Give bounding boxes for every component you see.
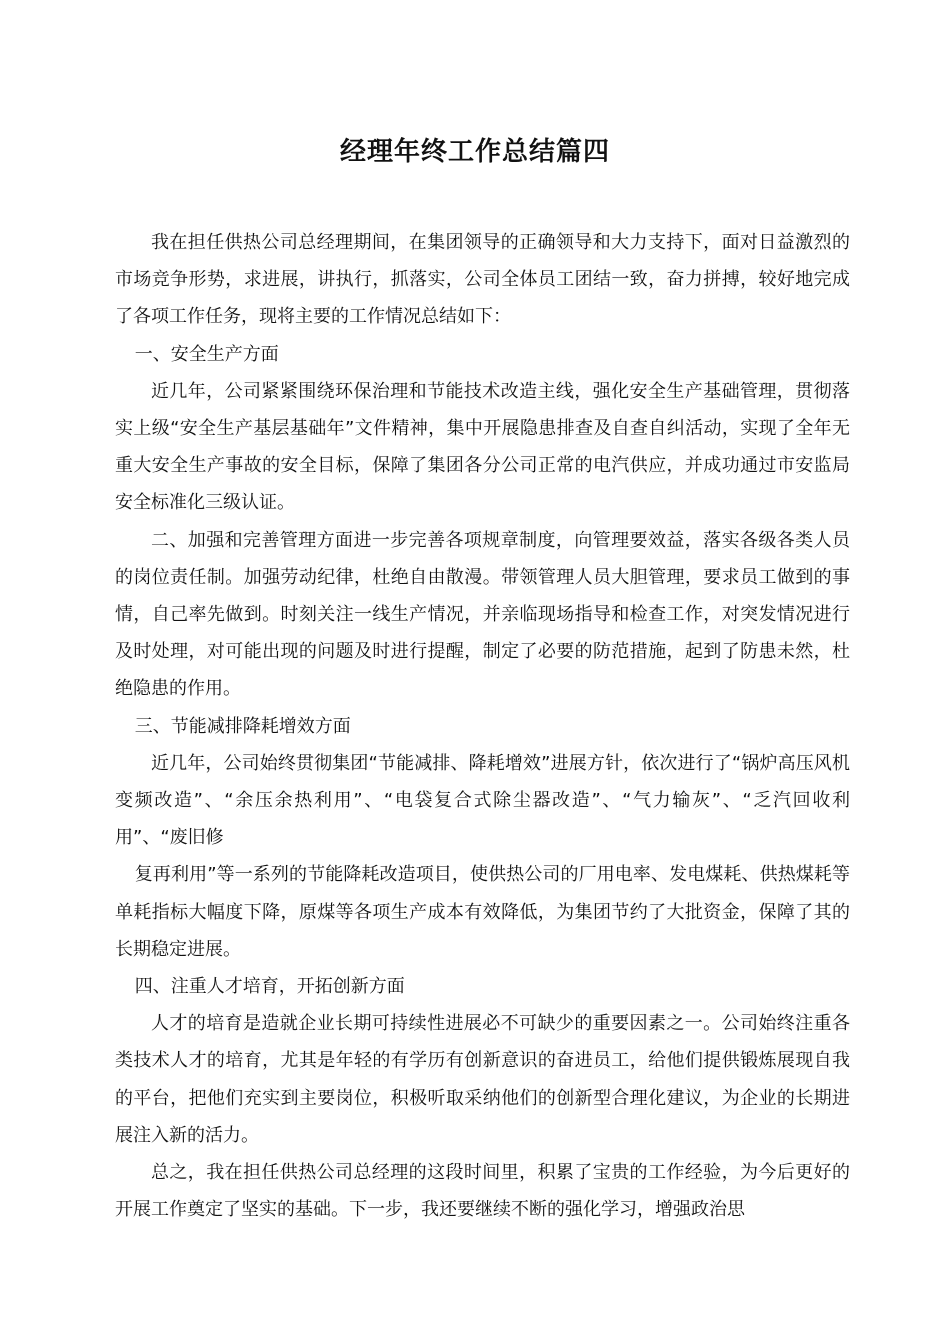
energy-paragraph: 近几年，公司始终贯彻集团“节能减排、降耗增效”进展方针，依次进行了“锅炉高压风机变频改造”、“余压余热利用”、“电袋复合式除尘器改造”、“气力输灰”、“乏汽回收利用”、“废旧修 [115,752,850,849]
document-body [115,224,850,1228]
safety-paragraph: 近几年，公司紧紧围绕环保治理和节能技术改造主线，强化安全生产基础管理，贯彻落实上级“安全生产基层基础年”文件精神，集中开展隐患排查及自查自纠活动，实现了全年无重大安全生产事故的安全目标，保障了集团各分公司正常的电汽供应，并成功通过市安监局安全标准化三级认证。 [115,380,850,514]
intro-paragraph: 我在担任供热公司总经理期间，在集团领导的正确领导和大力支持下，面对日益激烈的市场竞争形势，求进展，讲执行，抓落实，公司全体员工团结一致，奋力拼搏，较好地完成了各项工作任务，现将主要的工作情况总结如下： [115,232,850,328]
energy-paragraph-continued: 复再利用”等一系列的节能降耗改造项目，使供热公司的厂用电率、发电煤耗、供热煤耗等单耗指标大幅度下降，原煤等各项生产成本有效降低，为集团节约了大批资金，保障了其的长期稳定进展。 [115,864,850,960]
conclusion-paragraph: 总之，我在担任供热公司总经理的这段时间里，积累了宝贵的工作经验，为今后更好的开展工作奠定了坚实的基础。下一步，我还要继续不断的强化学习，增强政治思 [115,1162,850,1221]
management-paragraph: 二、加强和完善管理方面进一步完善各项规章制度，向管理要效益，落实各级各类人员的岗位责任制。加强劳动纪律，杜绝自由散漫。带领管理人员大胆管理，要求员工做到的事情，自己率先做到。时刻关注一线生产情况，并亲临现场指导和检查工作，对突发情况进行及时处理，对可能出现的问题及时进行提醒，制定了必要的防范措施，起到了防患未然，杜绝隐患的作用。 [115,529,850,700]
section-heading-safety: 一、安全生产方面 [134,343,279,365]
section-heading-talent: 四、注重人才培育，开拓创新方面 [134,976,405,998]
talent-paragraph: 人才的培育是造就企业长期可持续性进展必不可缺少的重要因素之一。公司始终注重各类技术人才的培育，尤其是年轻的有学历有创新意识的奋进员工，给他们提供锻炼展现自我的平台，把他们充实到主要岗位，积极听取采纳他们的创新型合理化建议，为企业的长期进展注入新的活力。 [115,1013,850,1146]
document-title: 经理年终工作总结篇四 [339,137,610,167]
section-heading-energy: 三、节能减排降耗增效方面 [134,715,351,737]
